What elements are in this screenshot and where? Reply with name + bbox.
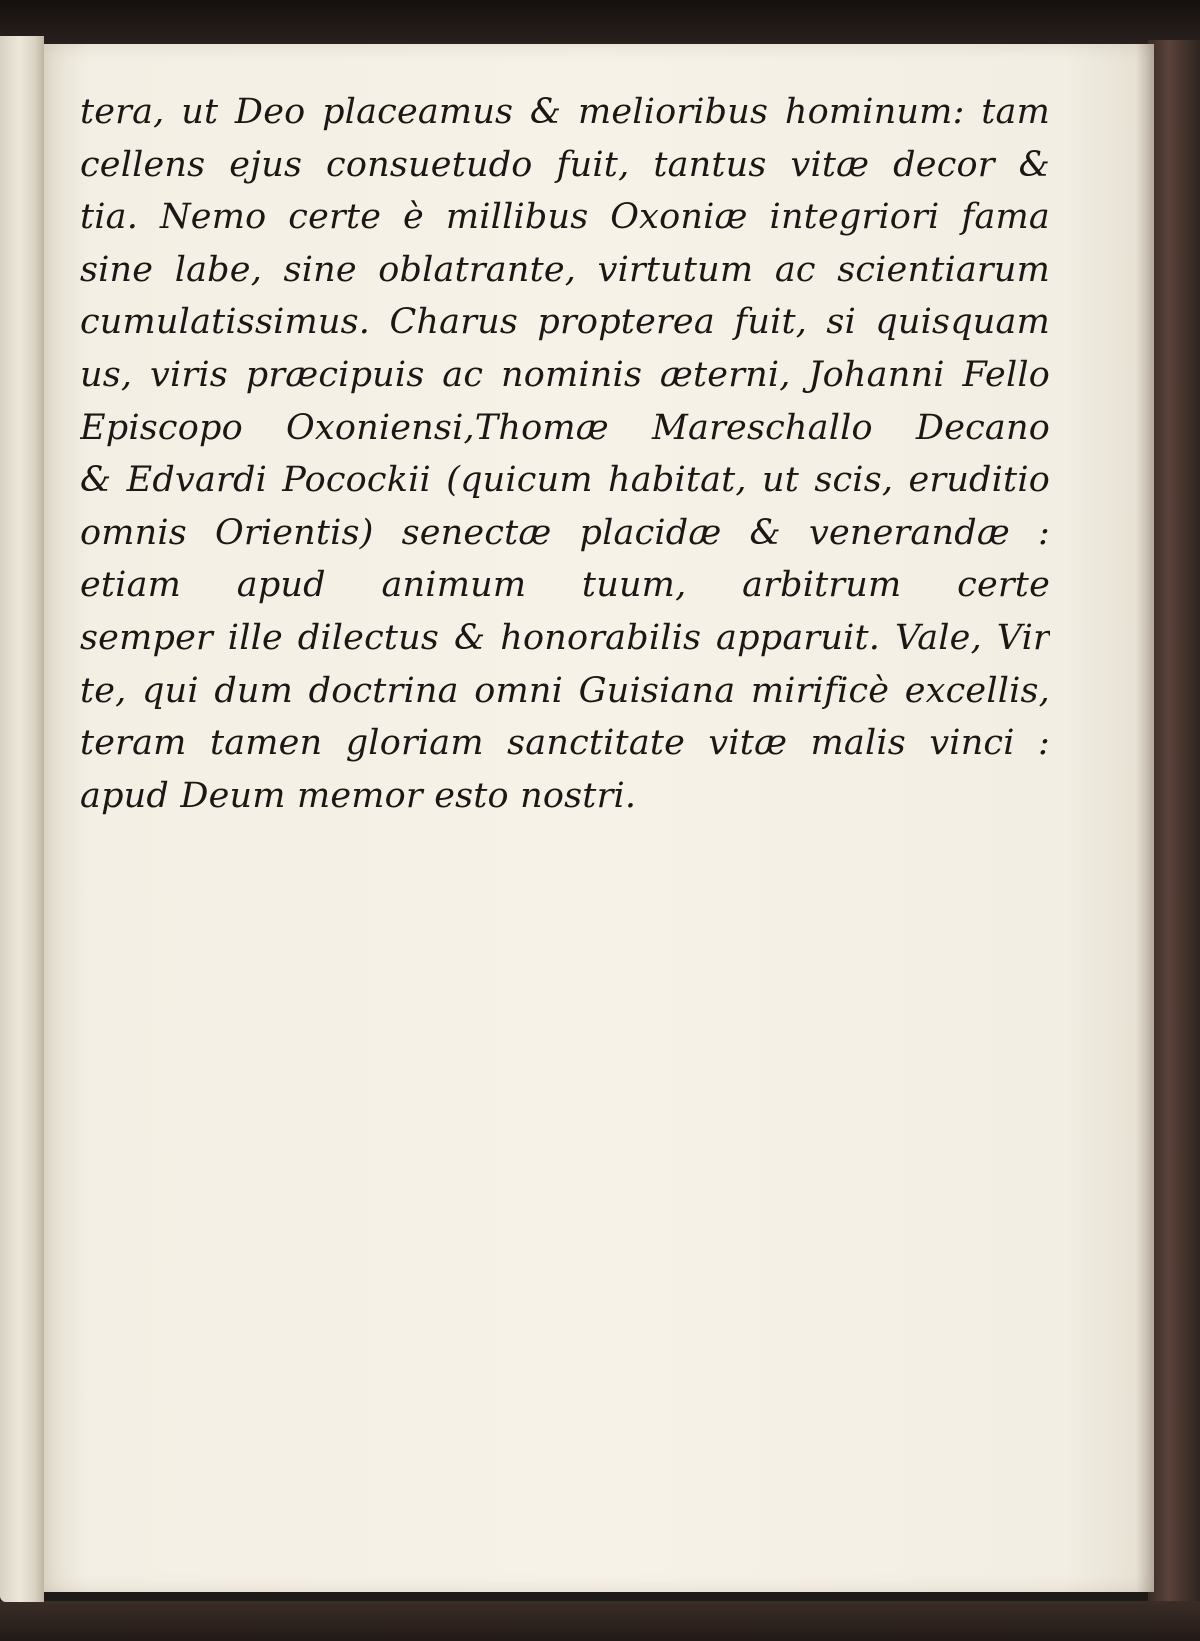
text-line-2: cellens ejus consuetudo fuit, tantus vitæ decor & bbox=[80, 144, 1050, 185]
book-cover-edge-right bbox=[1148, 40, 1200, 1640]
scan-background-top bbox=[0, 0, 1200, 48]
page-stack-edge-left bbox=[0, 36, 44, 1602]
text-line-4: sine labe, sine oblatrante, virtutum ac scientiarum bbox=[80, 249, 1050, 290]
text-line-11: semper ille dilectus & honorabilis apparuit. Vale, Vir bbox=[80, 617, 1050, 658]
text-line-5: cumulatissimus. Charus propterea fuit, si quisquam bbox=[80, 302, 1050, 343]
text-line-12: te, qui dum doctrina omni Guisiana mirificè excellis, bbox=[80, 670, 1050, 711]
text-line-3: tia. Nemo certe è millibus Oxoniæ integriori fama bbox=[80, 197, 1050, 238]
latin-text-block bbox=[80, 86, 1050, 822]
text-line-8: & Edvardi Pocockii (quicum habitat, ut scis, eruditio bbox=[80, 460, 1050, 501]
book-cover-edge-bottom bbox=[0, 1601, 1200, 1641]
text-line-1: tera, ut Deo placeamus & melioribus hominum: tam bbox=[80, 92, 1050, 132]
text-line-14: apud Deum memor esto nostri. bbox=[80, 775, 637, 816]
text-line-13: teram tamen gloriam sanctitate vitæ malis vinci : bbox=[80, 723, 1050, 764]
text-line-10: etiam apud animum tuum, arbitrum certe bbox=[80, 565, 1050, 606]
text-line-7: Episcopo Oxoniensi,Thomæ Mareschallo Decano bbox=[80, 407, 1050, 448]
text-line-9: omnis Orientis) senectæ placidæ & venerandæ : bbox=[80, 512, 1050, 553]
page-gutter-shadow bbox=[1136, 44, 1154, 1592]
text-line-6: us, viris præcipuis ac nominis æterni, Johanni Fello bbox=[80, 354, 1050, 395]
